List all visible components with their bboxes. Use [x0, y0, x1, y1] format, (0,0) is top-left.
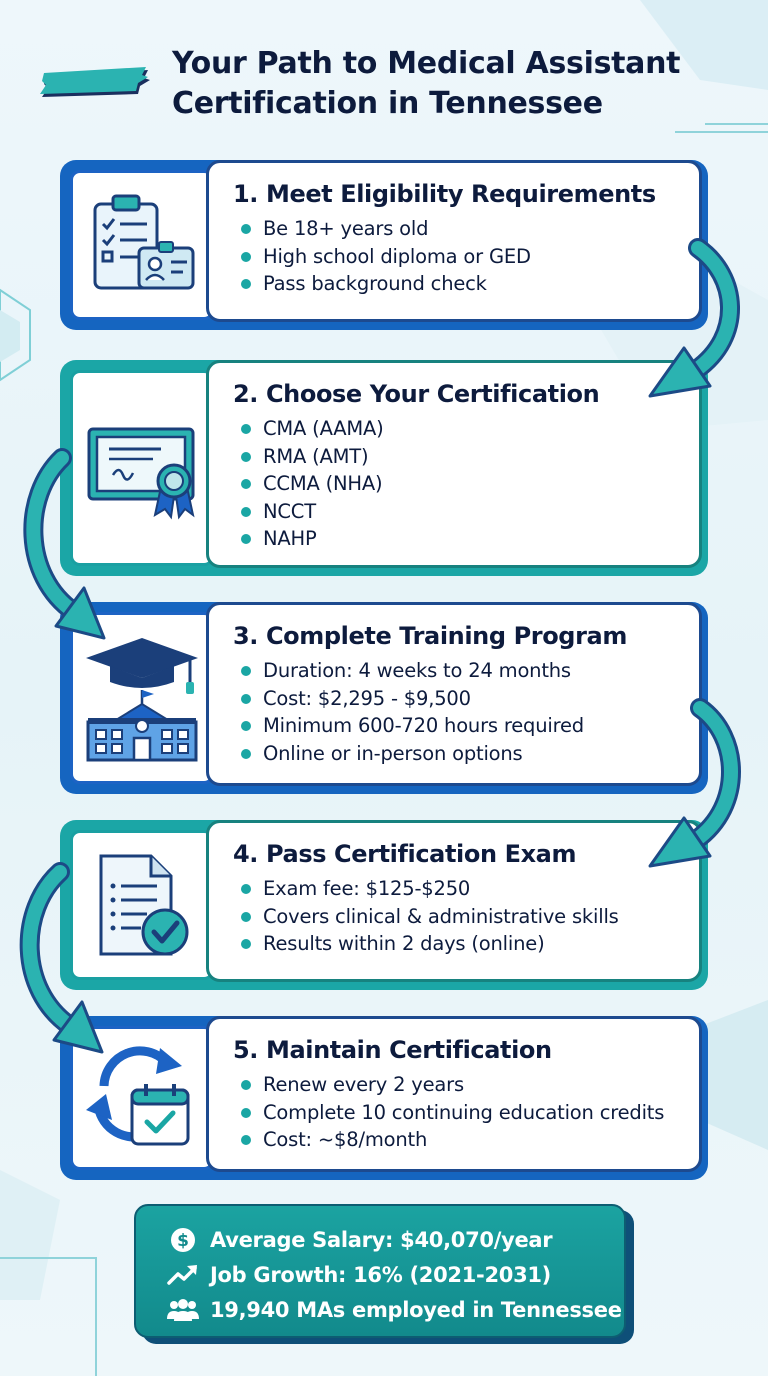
step-3-list [233, 657, 681, 767]
step-card-2 [60, 360, 708, 576]
people-icon [166, 1297, 200, 1323]
step-3-title: 3. Complete Training Program [233, 622, 627, 650]
stat-growth [166, 1257, 624, 1292]
list-item: Online or in-person options [233, 740, 681, 768]
flow-arrow-2 [18, 446, 118, 646]
stat-employed [166, 1292, 624, 1327]
clipboard-checklist-id-card-icon [83, 186, 201, 304]
step-1-icon-box [70, 170, 214, 320]
list-item: Minimum 600-720 hours required [233, 712, 681, 740]
flow-arrow-1 [640, 236, 750, 406]
list-item: Cost: $2,295 - $9,500 [233, 685, 681, 713]
list-item: Results within 2 days (online) [233, 930, 681, 958]
list-item: Duration: 4 weeks to 24 months [233, 657, 681, 685]
list-item: Cost: ~$8/month [233, 1126, 681, 1154]
svg-text:$: $ [177, 1230, 189, 1251]
step-1-content [206, 160, 702, 322]
flow-arrow-3 [640, 696, 750, 876]
header [40, 40, 750, 130]
step-card-3 [60, 602, 708, 794]
list-item: Be 18+ years old [233, 215, 681, 243]
step-card-5 [60, 1016, 708, 1180]
list-item: High school diploma or GED [233, 243, 681, 271]
tennessee-map-icon [40, 66, 152, 100]
list-item: CCMA (NHA) [233, 470, 681, 498]
step-4-list [233, 875, 681, 958]
stat-salary-text: Average Salary: $40,070/year [210, 1227, 553, 1252]
graduation-school-building-icon [80, 632, 204, 764]
list-item: Pass background check [233, 270, 681, 298]
list-item: NCCT [233, 498, 681, 526]
stats-panel [134, 1204, 634, 1344]
step-4-content [206, 820, 702, 982]
step-2-title: 2. Choose Your Certification [233, 380, 600, 408]
flow-arrow-4 [14, 860, 114, 1060]
trend-up-icon [167, 1263, 199, 1287]
step-card-1 [60, 160, 708, 330]
step-card-4 [60, 820, 708, 990]
list-item: NAHP [233, 525, 681, 553]
step-5-content [206, 1016, 702, 1172]
page-title: Your Path to Medical Assistant Certification in Tennessee [172, 46, 681, 121]
step-5-title: 5. Maintain Certification [233, 1036, 552, 1064]
list-item: Exam fee: $125-$250 [233, 875, 681, 903]
step-2-list [233, 415, 681, 553]
step-2-content [206, 360, 702, 568]
step-4-title: 4. Pass Certification Exam [233, 840, 577, 868]
list-item: CMA (AAMA) [233, 415, 681, 443]
stat-growth-text: Job Growth: 16% (2021-2031) [210, 1262, 551, 1287]
list-item: Renew every 2 years [233, 1071, 681, 1099]
list-item: Covers clinical & administrative skills [233, 903, 681, 931]
step-1-title: 1. Meet Eligibility Requirements [233, 180, 656, 208]
list-item: RMA (AMT) [233, 443, 681, 471]
step-1-list [233, 215, 681, 298]
step-3-content [206, 602, 702, 786]
step-5-list [233, 1071, 681, 1154]
list-item: Complete 10 continuing education credits [233, 1099, 681, 1127]
dollar-icon [169, 1226, 197, 1254]
stat-salary [166, 1222, 624, 1257]
stat-employed-text: 19,940 MAs employed in Tennessee [210, 1297, 622, 1322]
